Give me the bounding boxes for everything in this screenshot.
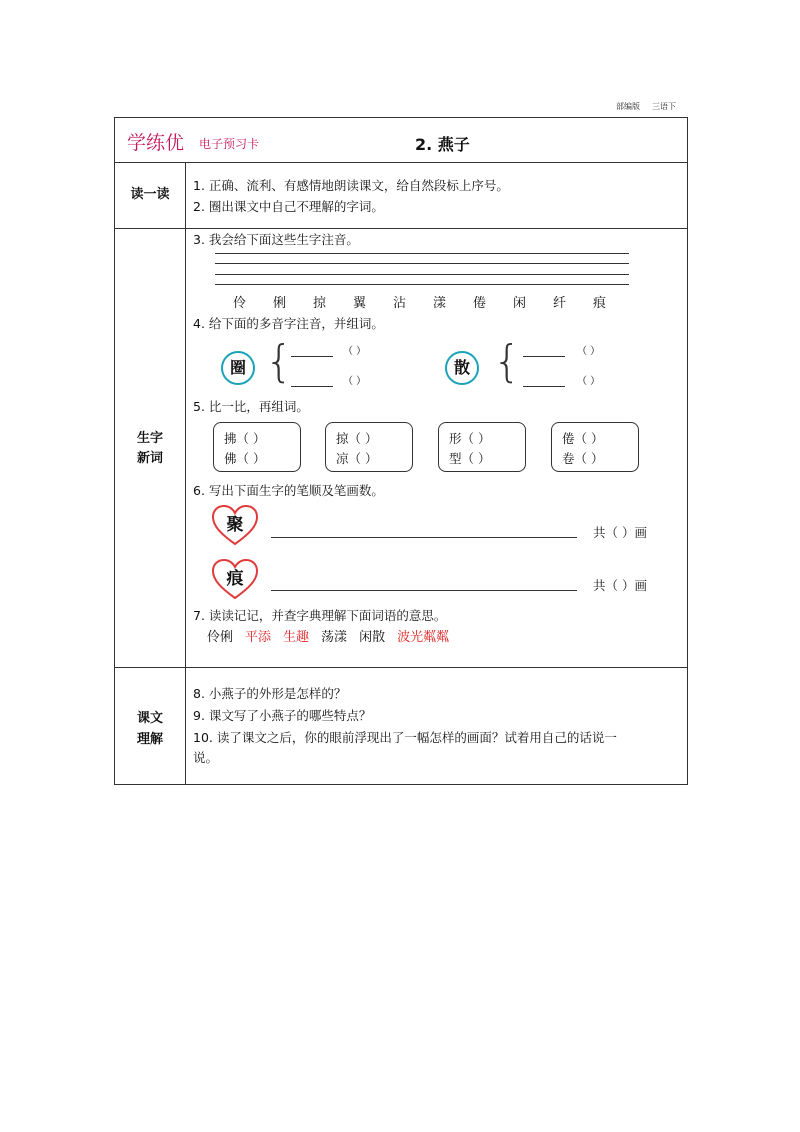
stroke-char: 痕: [226, 569, 244, 589]
character: 沾: [393, 296, 407, 311]
question-3: 3. 我会给下面这些生字注音。: [193, 232, 359, 247]
answer-paren[interactable]: （ ）: [343, 376, 367, 387]
character: 伶: [233, 296, 247, 311]
question-7: 7. 读读记记，并查字典理解下面词语的意思。: [193, 608, 447, 623]
compare-char: 倦: [562, 431, 575, 446]
answer-paren[interactable]: （ ）: [574, 431, 604, 446]
compare-char: 掠: [336, 431, 349, 446]
question-9: 9. 课文写了小燕子的哪些特点？: [193, 708, 372, 723]
divider: [115, 667, 687, 668]
section-label-understand-1: 课文: [136, 711, 163, 726]
pinyin-line[interactable]: [215, 263, 629, 264]
character: 纤: [553, 296, 567, 311]
brand-name: 学练优: [127, 132, 185, 154]
section-label-words-1: 生字: [136, 431, 163, 446]
vocab-word-highlight: 生趣: [283, 630, 310, 645]
blank-line[interactable]: [291, 356, 333, 357]
polyphone-circle: 圈: [221, 351, 255, 385]
character: 倦: [473, 296, 487, 311]
compare-char: 拂: [224, 431, 237, 446]
pinyin-line[interactable]: [215, 274, 629, 275]
heart-frame: [211, 558, 259, 600]
section-label-understand-2: 理解: [136, 732, 163, 747]
compare-box: [325, 422, 413, 472]
answer-paren[interactable]: （ ）: [343, 346, 367, 357]
blank-line[interactable]: [291, 386, 333, 387]
vocab-words: [207, 626, 461, 645]
compare-char: 佛: [224, 451, 237, 466]
question-1: 1. 正确、流利、有感情地朗读课文，给自然段标上序号。: [193, 178, 509, 193]
stroke-count[interactable]: 共（ ）画: [593, 578, 647, 593]
character: 闲: [513, 296, 527, 311]
character: 痕: [593, 296, 607, 311]
compare-box: [213, 422, 301, 472]
preview-card: [114, 117, 688, 785]
stroke-order-line[interactable]: [271, 537, 577, 538]
question-10: 10. 读了课文之后，你的眼前浮现出了一幅怎样的画面？试着用自己的话说一: [193, 730, 617, 745]
new-characters: [233, 292, 633, 311]
column-divider: [185, 162, 186, 784]
character: 俐: [273, 296, 287, 311]
vocab-word-highlight: 波光粼粼: [397, 630, 450, 645]
blank-line[interactable]: [523, 386, 565, 387]
answer-paren[interactable]: （ ）: [577, 346, 601, 357]
answer-paren[interactable]: （ ）: [461, 451, 491, 466]
question-4: 4. 给下面的多音字注音，并组词。: [193, 316, 384, 331]
section-label-words-2: 新词: [136, 451, 163, 466]
polyphone-circle: 散: [445, 351, 479, 385]
compare-box: [438, 422, 526, 472]
divider: [115, 162, 687, 163]
brand-subtitle: 电子预习卡: [199, 137, 260, 151]
question-10-cont: 说。: [193, 750, 219, 765]
answer-paren[interactable]: （ ）: [348, 451, 378, 466]
vocab-word: 荡漾: [321, 630, 348, 645]
answer-paren[interactable]: （ ）: [461, 431, 491, 446]
pinyin-line[interactable]: [215, 284, 629, 285]
brace: {: [265, 336, 293, 387]
edition-label: 部编版: [616, 102, 640, 111]
lesson-title: 2. 燕子: [415, 135, 470, 154]
compare-char: 型: [449, 451, 462, 466]
pinyin-line[interactable]: [215, 253, 629, 254]
vocab-word-highlight: 平添: [245, 630, 272, 645]
edition-note: [604, 101, 676, 112]
question-8: 8. 小燕子的外形是怎样的？: [193, 686, 347, 701]
grade-label: 三语下: [652, 102, 676, 111]
blank-line[interactable]: [523, 356, 565, 357]
divider: [115, 228, 687, 229]
stroke-char: 聚: [226, 515, 244, 535]
brace: {: [493, 336, 521, 387]
question-2: 2. 圈出课文中自己不理解的字词。: [193, 199, 384, 214]
answer-paren[interactable]: （ ）: [577, 376, 601, 387]
compare-char: 凉: [336, 451, 349, 466]
compare-char: 形: [449, 431, 462, 446]
compare-char: 卷: [562, 451, 575, 466]
compare-box: [551, 422, 639, 472]
vocab-word: 闲散: [359, 630, 386, 645]
answer-paren[interactable]: （ ）: [348, 431, 378, 446]
heart-frame: [211, 504, 259, 546]
character: 掠: [313, 296, 327, 311]
answer-paren[interactable]: （ ）: [574, 451, 604, 466]
stroke-count[interactable]: 共（ ）画: [593, 525, 647, 540]
question-6: 6. 写出下面生字的笔顺及笔画数。: [193, 483, 384, 498]
character: 漾: [433, 296, 447, 311]
vocab-word: 伶俐: [207, 630, 234, 645]
character: 翼: [353, 296, 367, 311]
stroke-order-line[interactable]: [271, 590, 577, 591]
question-5: 5. 比一比，再组词。: [193, 399, 309, 414]
section-label-read: 读一读: [130, 187, 170, 202]
answer-paren[interactable]: （ ）: [236, 451, 266, 466]
answer-paren[interactable]: （ ）: [236, 431, 266, 446]
